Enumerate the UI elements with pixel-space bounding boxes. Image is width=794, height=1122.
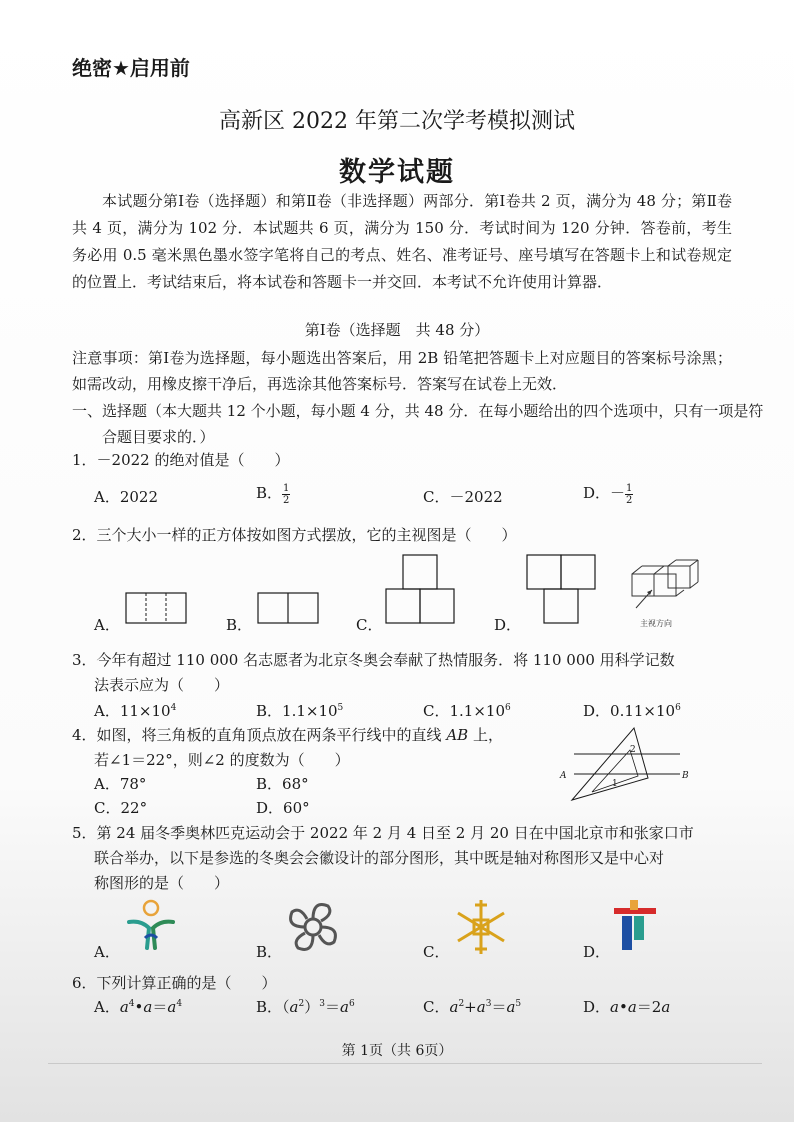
q2-stem: 2．三个大小一样的正方体按如图方式摆放，它的主视图是（ ） bbox=[72, 526, 517, 544]
q6-option-c: C．$a^2+a^3=a^5$ bbox=[423, 998, 522, 1016]
section-header: 第Ⅰ卷（选择题 共 48 分） bbox=[304, 321, 490, 339]
exam-title: 高新区 2022 年第二次学考模拟测试 bbox=[219, 109, 575, 134]
q4-option-a: A．78° bbox=[94, 775, 147, 793]
emblem-pillar-icon bbox=[612, 898, 660, 956]
q4-stem-line2: 若∠1＝22°，则∠2 的度数为（ ） bbox=[94, 751, 350, 769]
q5-option-d: D． bbox=[583, 943, 611, 961]
q1-option-d: D．－ $\frac{1}{2}$ bbox=[583, 482, 633, 506]
q6-option-d: D．a•a＝2a bbox=[583, 998, 671, 1016]
subject-title: 数学试题 bbox=[339, 157, 455, 188]
q2-figure-a bbox=[125, 592, 191, 626]
q5-option-a: A． bbox=[94, 943, 120, 961]
q4-angle-2-label: 2 bbox=[630, 745, 636, 755]
q2-option-d: D． bbox=[494, 616, 522, 634]
q5-stem-line2: 联合举办，以下是参选的冬奥会会徽设计的部分图形，其中既是轴对称图形又是中心对 bbox=[94, 849, 665, 867]
q4-label-b: B bbox=[682, 771, 689, 781]
q6-option-a: A．$a^4•a=a^4$ bbox=[94, 998, 183, 1016]
q4-option-c: C．22° bbox=[94, 799, 148, 817]
notice-paragraph: 注意事项：第Ⅰ卷为选择题，每小题选出答案后，用 2B 铅笔把答题卡上对应题目的答案标号涂黑；如需改动，用橡皮擦干净后，再选涂其他答案标号．答案写在试卷上无效． bbox=[72, 349, 732, 393]
part-one-heading: 一、选择题（本大题共 12 个小题，每小题 4 分，共 48 分．在每小题给出的四个选项中，只有一项是符合题目要求的．） bbox=[72, 402, 764, 446]
q6-stem: 6．下列计算正确的是（ ） bbox=[72, 974, 277, 992]
q4-label-a: A bbox=[560, 771, 567, 781]
q3-option-d: D．$0.11\times 10^6$ bbox=[583, 702, 681, 720]
q3-stem-line1: 3．今年有超过 110 000 名志愿者为北京冬奥会奉献了热情服务．将 110 000 用科学记数 bbox=[72, 651, 675, 669]
q2-figure-d bbox=[526, 554, 598, 628]
intro-paragraph: 本试题分第Ⅰ卷（选择题）和第Ⅱ卷（非选择题）两部分．第Ⅰ卷共 2 页，满分为 48 分；第Ⅱ卷共 4 页，满分为 102 分．本试题共 6 页，满分为 150 分．考试时间为 120 分钟．答卷前，考生务必用 0.5 毫米黑色墨水签字笔将自己的考点、姓名、准考证号、座号填写在答题卡上和试卷规定的位置上．考试结束后，将本试卷和答题卡一并交回．本考试不允许使用计算器． bbox=[72, 192, 732, 291]
q5-stem-line1: 5．第 24 届冬季奥林匹克运动会于 2022 年 2 月 4 日至 2 月 20 日在中国北京市和张家口市 bbox=[72, 824, 694, 842]
q2-view-caption: 主视方向 bbox=[640, 619, 672, 628]
q2-option-b: B． bbox=[226, 616, 253, 634]
q6-option-b: B．$(a^2)^3=a^6$ bbox=[256, 998, 355, 1016]
q5-option-c: C． bbox=[423, 943, 450, 961]
q2-option-a: A． bbox=[94, 616, 120, 634]
q1-option-c: C．－2022 bbox=[423, 488, 503, 506]
q2-figure-b bbox=[257, 592, 321, 626]
confidential-label: 绝密★启用前 bbox=[72, 56, 190, 80]
q2-figure-c bbox=[385, 554, 457, 628]
q4-option-b: B．68° bbox=[256, 775, 309, 793]
q1-stem: 1．－2022 的绝对值是（ ） bbox=[72, 451, 290, 469]
q1-option-b: B． $\frac{1}{2}$ bbox=[256, 482, 290, 506]
q2-option-c: C． bbox=[356, 616, 383, 634]
q3-option-b: B．$1.1\times 10^5$ bbox=[256, 702, 344, 720]
q4-angle-1-label: 1 bbox=[612, 779, 618, 789]
q2-caption-svg bbox=[640, 618, 690, 630]
emblem-figure-icon bbox=[123, 898, 179, 954]
q4-parallel-lines-figure bbox=[556, 720, 696, 806]
q3-stem-line2: 法表示应为（ ） bbox=[94, 676, 230, 694]
q4-stem-line1: 4．如图，将三角板的直角顶点放在两条平行线中的直线 AB 上， bbox=[72, 726, 503, 744]
q5-stem-line3: 称图形的是（ ） bbox=[94, 874, 230, 892]
q4-option-d: D．60° bbox=[256, 799, 310, 817]
emblem-knot-icon bbox=[282, 896, 344, 958]
q1-option-a: A．2022 bbox=[94, 488, 159, 506]
q5-option-b: B． bbox=[256, 943, 283, 961]
q3-option-a: A．$11\times 10^4$ bbox=[94, 702, 177, 720]
footer-divider bbox=[48, 1063, 762, 1064]
q3-option-c: C．$1.1\times 10^6$ bbox=[423, 702, 511, 720]
page-footer: 第 1页（共 6页） bbox=[341, 1043, 453, 1059]
emblem-snowflake-icon bbox=[450, 896, 512, 958]
